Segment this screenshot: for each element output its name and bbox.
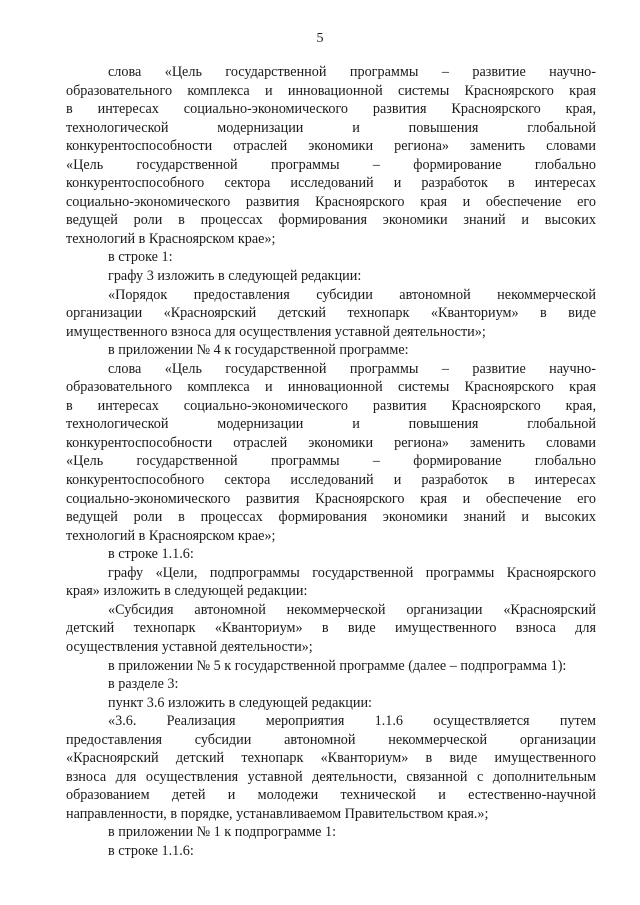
text-line: конкурентоспособного сектора исследований и разработок в интересах	[66, 472, 596, 489]
text-line: графу «Цели, подпрограммы государственной программы Красноярского	[108, 564, 596, 581]
text-line: в интересах социально-экономического развития Красноярского края,	[66, 101, 596, 118]
text-line: осуществления уставной деятельности»;	[66, 638, 313, 655]
text-line: технологий в Красноярском крае»;	[66, 230, 276, 247]
text-line: в интересах социально-экономического развития Красноярского края,	[66, 397, 596, 414]
text-line: в строке 1:	[108, 249, 173, 266]
text-line: пункт 3.6 изложить в следующей редакции:	[108, 694, 372, 711]
text-line: «3.6. Реализация мероприятия 1.1.6 осуществляется путем	[108, 713, 596, 730]
text-line: технологической модернизации и повышения глобальной	[66, 119, 596, 136]
text-line: «Красноярский детский технопарк «Кванториум» в виде имущественного	[66, 750, 596, 767]
text-line: социально-экономического развития Красноярского края и обеспечение его	[66, 490, 596, 507]
text-line: технологий в Красноярском крае»;	[66, 527, 276, 544]
text-line: предоставления субсидии автономной некоммерческой организации	[66, 731, 596, 748]
text-line: в приложении № 4 к государственной программе:	[108, 342, 409, 359]
text-line: конкурентоспособности отраслей экономики региона» заменить словами	[66, 434, 596, 451]
text-line: ведущей роли в процессах формирования экономики знаний и высоких	[66, 212, 596, 229]
text-line: имущественного взноса для осуществления уставной деятельности»;	[66, 323, 486, 340]
text-line: графу 3 изложить в следующей редакции:	[108, 268, 362, 285]
text-line: «Субсидия автономной некоммерческой организации «Красноярский	[108, 601, 596, 618]
text-line: в разделе 3:	[108, 676, 179, 693]
text-line: образовательного комплекса и инновационной системы Красноярского края	[66, 82, 596, 99]
text-line: в строке 1.1.6:	[108, 546, 194, 563]
text-line: слова «Цель государственной программы – развитие научно-	[108, 360, 596, 377]
text-line: технологической модернизации и повышения глобальной	[66, 416, 596, 433]
text-line: направленности, в порядке, устанавливаемом Правительством края.»;	[66, 805, 489, 822]
text-line: в приложении № 5 к государственной программе (далее – подпрограмма 1):	[108, 657, 567, 674]
text-line: образованием детей и молодежи технической и естественно-научной	[66, 787, 596, 804]
text-line: социально-экономического развития Красноярского края и обеспечение его	[66, 193, 596, 210]
text-line: организации «Красноярский детский технопарк «Кванториум» в виде	[66, 305, 596, 322]
text-line: конкурентоспособности отраслей экономики региона» заменить словами	[66, 138, 596, 155]
text-line: «Порядок предоставления субсидии автономной некоммерческой	[108, 286, 596, 303]
text-line: края» изложить в следующей редакции:	[66, 583, 308, 600]
document-body	[66, 63, 596, 861]
text-line: «Цель государственной программы – формирование глобально	[66, 453, 596, 470]
text-line: взноса для осуществления уставной деятельности, связанной с дополнительным	[66, 768, 596, 785]
text-line: ведущей роли в процессах формирования экономики знаний и высоких	[66, 509, 596, 526]
text-line: детский технопарк «Кванториум» в виде имущественного взноса для	[66, 620, 596, 637]
page-number: 5	[316, 31, 324, 46]
text-line: слова «Цель государственной программы – развитие научно-	[108, 64, 596, 80]
text-line: «Цель государственной программы – формирование глобально	[66, 156, 596, 173]
text-line: образовательного комплекса и инновационной системы Красноярского края	[66, 379, 596, 396]
text-line: в строке 1.1.6:	[108, 842, 194, 859]
text-line: в приложении № 1 к подпрограмме 1:	[108, 824, 337, 841]
text-line: конкурентоспособного сектора исследований и разработок в интересах	[66, 175, 596, 192]
